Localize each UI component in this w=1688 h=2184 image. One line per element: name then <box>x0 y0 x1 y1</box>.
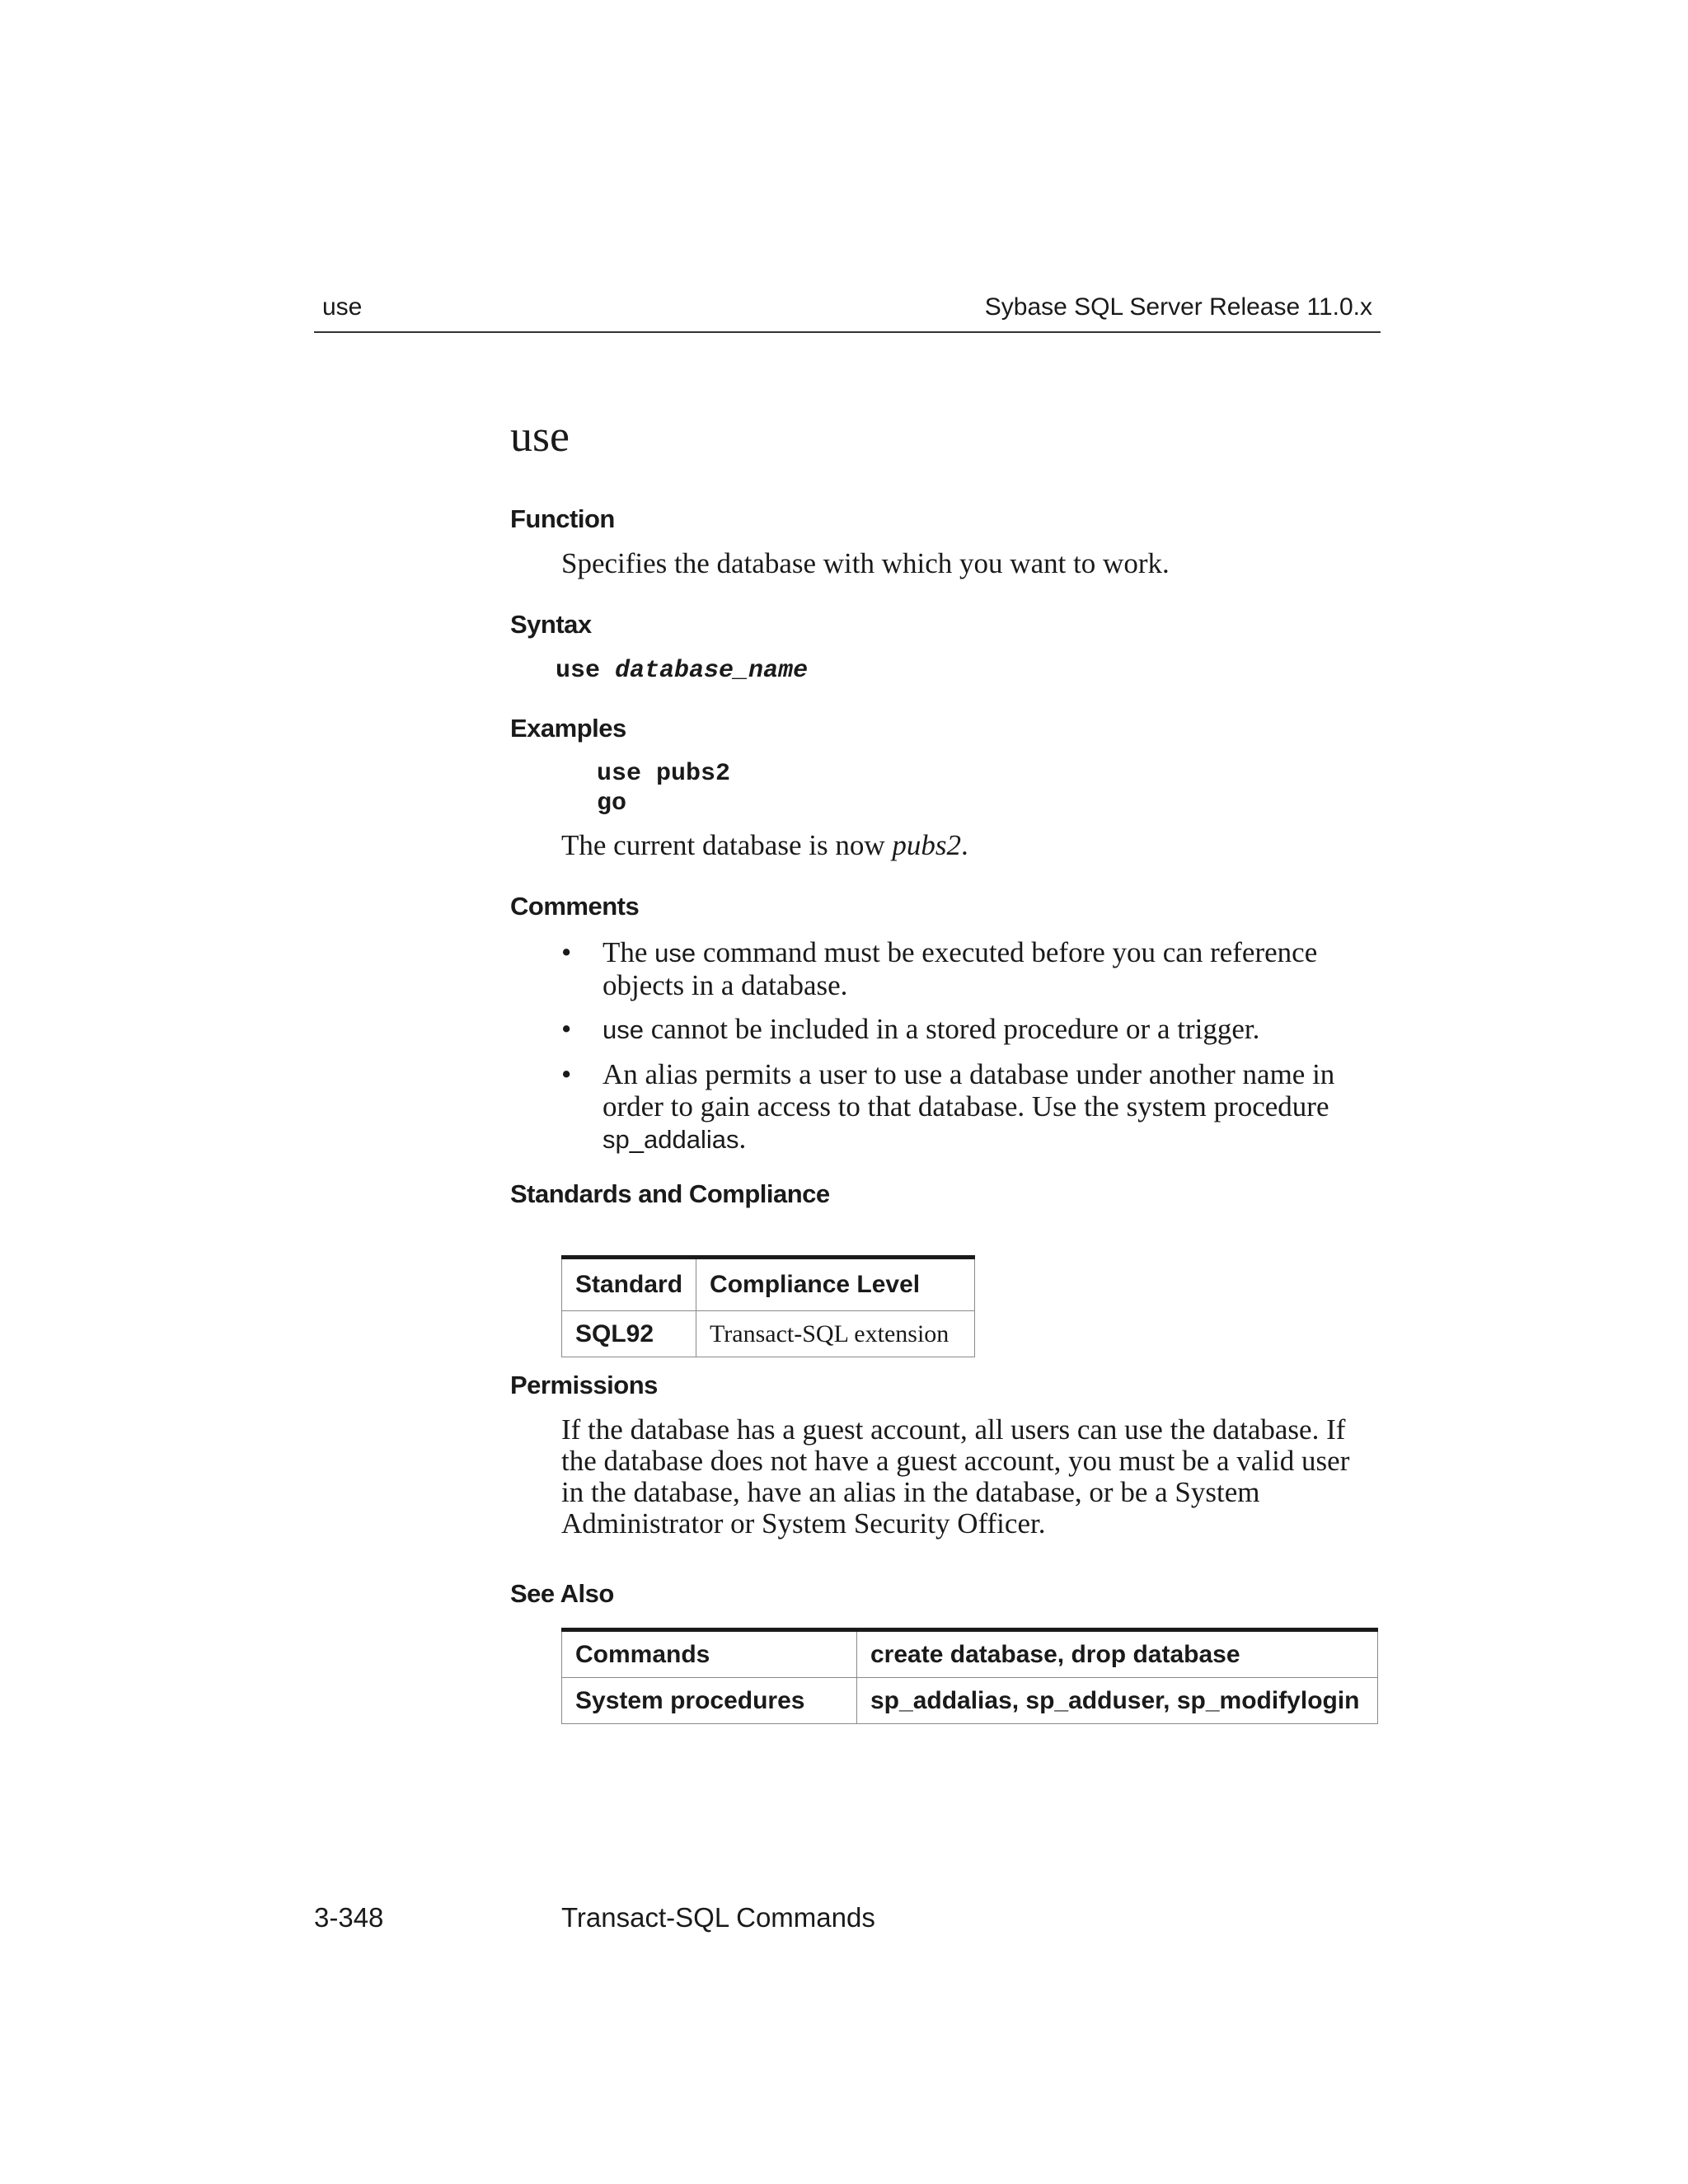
syntax-code <box>556 657 808 685</box>
function-heading: Function <box>510 504 615 533</box>
function-text: Specifies the database with which you want to work. <box>561 547 1170 579</box>
see-also-table <box>561 1628 1378 1724</box>
bullet-3-end: . <box>738 1122 747 1155</box>
permissions-heading: Permissions <box>510 1371 658 1399</box>
standards-header-row <box>562 1258 975 1311</box>
syntax-param: database_name <box>615 657 809 685</box>
footer-book-title: Transact-SQL Commands <box>561 1902 875 1933</box>
standards-cell-level: Transact-SQL extension <box>696 1311 975 1357</box>
see-also-value-procedures: sp_addalias, sp_adduser, sp_modifylogin <box>857 1678 1378 1724</box>
bullet-1-line1: command must be executed before you can reference <box>696 936 1318 968</box>
footer-page-number: 3-348 <box>314 1902 384 1933</box>
standards-col-standard: Standard <box>562 1258 696 1311</box>
permissions-line-2: the database does not have a guest account, you must be a valid user <box>561 1445 1350 1477</box>
bullet-1-line2: objects in a database. <box>603 969 848 1001</box>
example-description <box>561 830 968 861</box>
syntax-heading: Syntax <box>510 610 592 639</box>
running-header-right: Sybase SQL Server Release 11.0.x <box>984 293 1372 321</box>
standards-heading: Standards and Compliance <box>510 1179 830 1208</box>
permissions-text <box>561 1414 1349 1540</box>
examples-heading: Examples <box>510 714 626 743</box>
bullet-3-line1: An alias permits a user to use a database under another name in <box>603 1058 1335 1090</box>
bullet-1-keyword: use <box>654 939 696 968</box>
example-code-line-1: use pubs2 <box>597 760 731 788</box>
bullet-marker: • <box>561 936 572 968</box>
bullet-3-line2: order to gain access to that database. Use the system procedure <box>603 1090 1329 1122</box>
header-rule <box>314 331 1381 333</box>
see-also-label-commands: Commands <box>562 1630 857 1678</box>
page-title: use <box>510 411 570 461</box>
table-row <box>562 1311 975 1357</box>
permissions-line-1: If the database has a guest account, all users can use the database. If <box>561 1413 1346 1446</box>
see-also-heading: See Also <box>510 1579 614 1608</box>
bullet-3-keyword: sp_addalias <box>603 1125 739 1154</box>
comment-bullet-2-text <box>603 1013 1427 1046</box>
standards-col-level: Compliance Level <box>696 1258 975 1311</box>
bullet-marker: • <box>561 1058 572 1090</box>
bullet-2-keyword: use <box>603 1015 644 1044</box>
example-desc-end: . <box>961 829 968 861</box>
bullet-marker: • <box>561 1013 572 1045</box>
comment-bullet-1-text <box>603 936 1427 1001</box>
permissions-line-4: Administrator or System Security Officer. <box>561 1507 1046 1540</box>
standards-table <box>561 1255 975 1357</box>
see-also-value-commands: create database, drop database <box>857 1630 1378 1678</box>
table-row <box>562 1678 1378 1724</box>
bullet-2-rest: cannot be included in a stored procedure or a trigger. <box>643 1013 1260 1045</box>
bullet-1-pre: The <box>603 936 655 968</box>
see-also-label-procedures: System procedures <box>562 1678 857 1724</box>
table-row <box>562 1630 1378 1678</box>
permissions-line-3: in the database, have an alias in the database, or be a System <box>561 1476 1260 1508</box>
example-desc-db: pubs2 <box>892 829 961 861</box>
example-desc-text: The current database is now <box>561 829 893 861</box>
syntax-keyword: use <box>556 657 601 685</box>
running-header-left: use <box>322 293 363 321</box>
example-code-line-2: go <box>597 790 627 818</box>
comments-heading: Comments <box>510 892 640 921</box>
standards-cell-standard: SQL92 <box>562 1311 696 1357</box>
comment-bullet-3-text <box>603 1058 1427 1155</box>
